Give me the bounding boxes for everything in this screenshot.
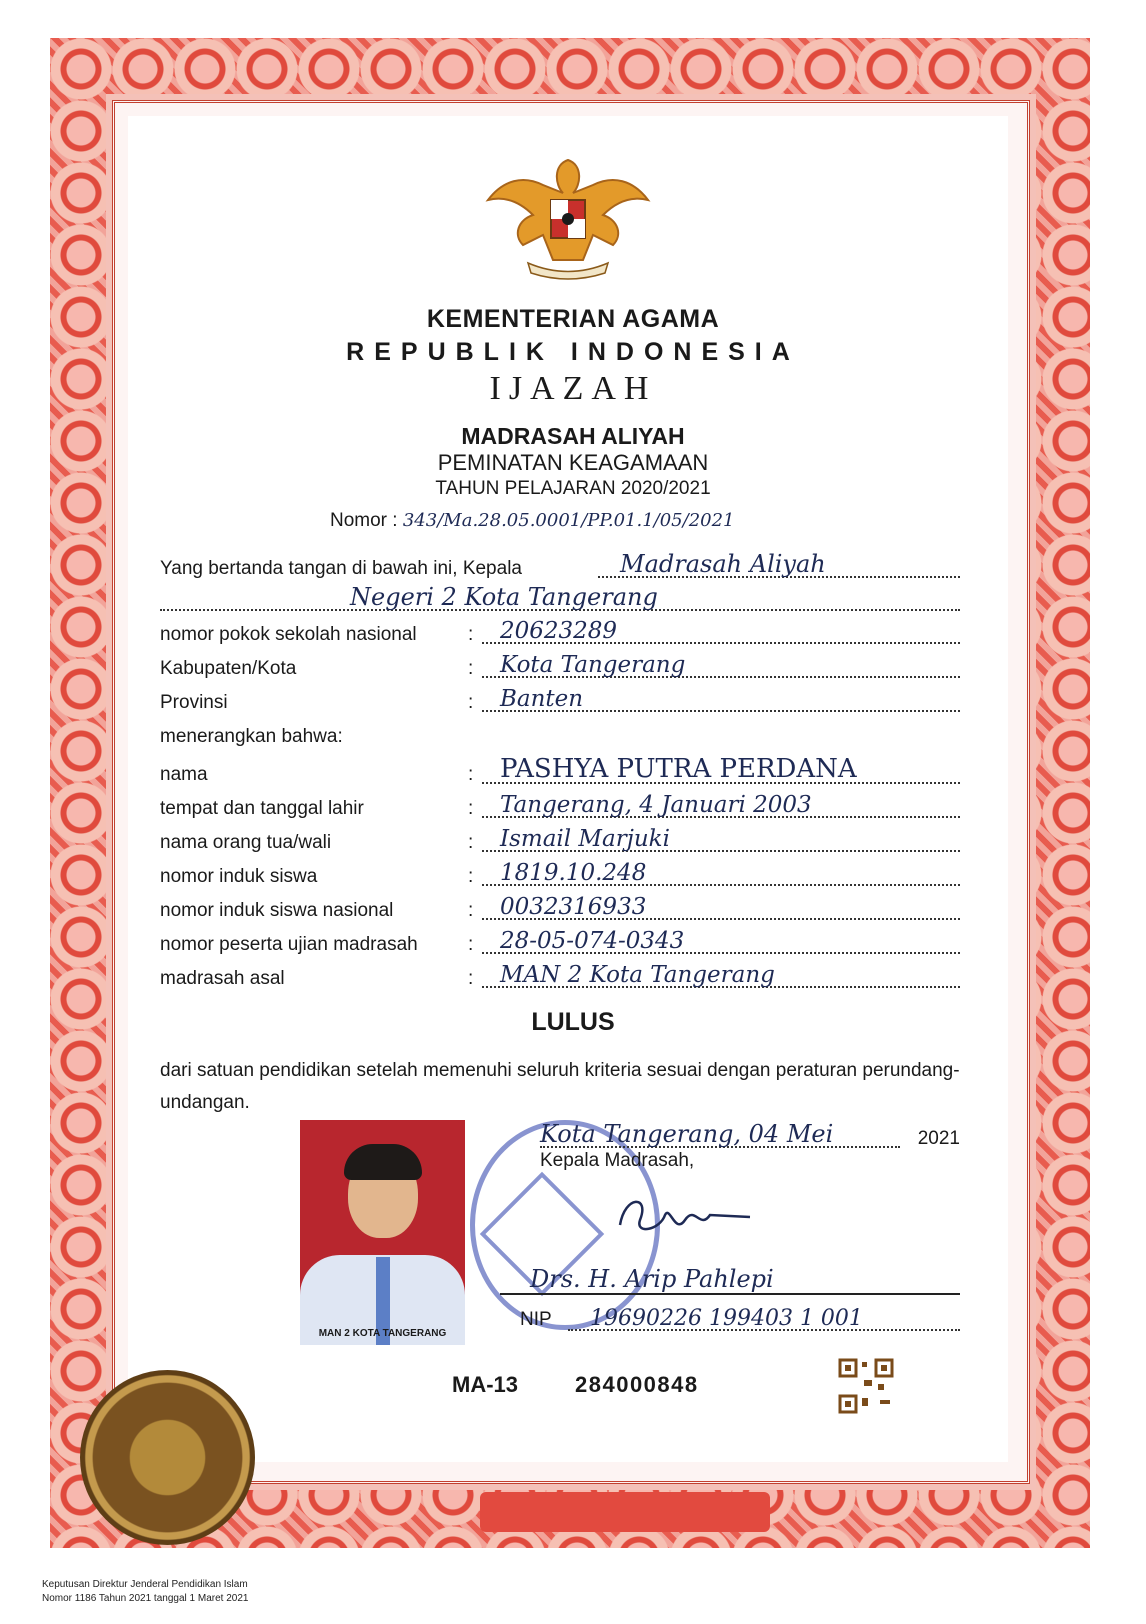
field-value: 20623289 [500,618,618,644]
field-label: nomor induk siswa [160,866,318,887]
bottom-ornament-band [480,1492,770,1532]
field-nama: nama : PASHYA PUTRA PERDANA [160,758,960,788]
field-value: Banten [500,686,584,712]
menerangkan-line [160,720,960,750]
field-nis: nomor induk siswa : 1819.10.248 [160,860,960,890]
field-npsn: nomor pokok sekolah nasional : 20623289 [160,618,960,648]
nip-value: 19690226 199403 1 001 [590,1306,863,1331]
result-status: LULUS [531,1008,615,1036]
footer-note [42,1578,248,1606]
document-number-value: 343/Ma.28.05.0001/PP.01.1/05/2021 [402,510,735,531]
kepala-value-line1: Madrasah Aliyah [620,550,826,578]
field-value: PASHYA PUTRA PERDANA [500,754,857,784]
signer-nip [520,1305,960,1335]
field-label: Kabupaten/Kota [160,658,297,679]
menerangkan-label: menerangkan bahwa: [160,726,343,747]
track-name: PEMINATAN KEAGAMAAN [437,450,709,475]
field-value: Ismail Marjuki [500,826,670,852]
kepala-value-line2: Negeri 2 Kota Tangerang [350,583,658,611]
field-value: 28-05-074-0343 [500,928,685,954]
kepala-label: Yang bertanda tangan di bawah ini, Kepala [160,558,522,579]
signature-line [500,1293,960,1295]
field-nisn: nomor induk siswa nasional : 0032316933 [160,894,960,924]
place-date-year: 2021 [917,1128,960,1149]
field-kabupaten-kota: Kabupaten/Kota : Kota Tangerang [160,652,960,682]
signer-name-value: Drs. H. Arip Pahlepi [530,1265,774,1293]
signature-icon [610,1185,760,1255]
field-label: nama orang tua/wali [160,832,332,853]
field-provinsi: Provinsi : Banten [160,686,960,716]
field-value: 0032316933 [500,894,647,920]
signer-title: Kepala Madrasah, [540,1150,695,1171]
footer-line1: Keputusan Direktur Jenderal Pendidikan Islam [42,1579,248,1590]
field-nomor-peserta: nomor peserta ujian madrasah : 28-05-074-0343 [160,928,960,958]
place-date [540,1120,960,1154]
field-value: MAN 2 Kota Tangerang [500,962,775,988]
field-orang-tua: nama orang tua/wali : Ismail Marjuki [160,826,960,856]
nip-label: NIP [520,1309,552,1330]
document-number-label: Nomor : [330,510,398,531]
serial-number: 284000848 [575,1372,699,1397]
field-label: Provinsi [160,692,228,713]
document-number [330,510,735,532]
field-label: nomor peserta ujian madrasah [160,934,418,955]
kepala-statement-continued [160,585,960,615]
document-title: IJAZAH [489,370,657,407]
field-label: madrasah asal [160,968,285,989]
statement-paragraph: dari satuan pendidikan setelah memenuhi seluruh kriteria sesuai dengan peraturan perundang-undangan. [160,1060,960,1113]
field-value: Tangerang, 4 Januari 2003 [500,792,812,818]
republic-heading: REPUBLIK INDONESIA [346,338,800,366]
place-date-value: Kota Tangerang, 04 Mei [540,1120,834,1148]
photo-hair [344,1144,422,1180]
field-value: Kota Tangerang [500,652,686,678]
qr-code-icon [838,1358,894,1414]
field-tempat-tanggal-lahir: tempat dan tanggal lahir : Tangerang, 4 Januari 2003 [160,792,960,822]
ministry-heading: KEMENTERIAN AGAMA [426,305,720,333]
field-value: 1819.10.248 [500,860,647,886]
field-label: nomor induk siswa nasional [160,900,394,921]
field-madrasah-asal: madrasah asal : MAN 2 Kota Tangerang [160,962,960,992]
academic-year: TAHUN PELAJARAN 2020/2021 [435,478,711,499]
field-label: tempat dan tanggal lahir [160,798,364,819]
field-label: nama [160,764,208,785]
garuda-emblem-icon [483,145,653,285]
signer-name [500,1265,960,1299]
kepala-statement [160,552,960,582]
student-photo [300,1120,465,1345]
embossed-seal-icon [80,1370,255,1545]
field-label: nomor pokok sekolah nasional [160,624,417,645]
photo-caption: MAN 2 KOTA TANGERANG [318,1328,447,1339]
footer-line2: Nomor 1186 Tahun 2021 tanggal 1 Maret 2021 [42,1593,249,1604]
form-code: MA-13 [452,1372,519,1397]
school-level: MADRASAH ALIYAH [461,423,685,449]
